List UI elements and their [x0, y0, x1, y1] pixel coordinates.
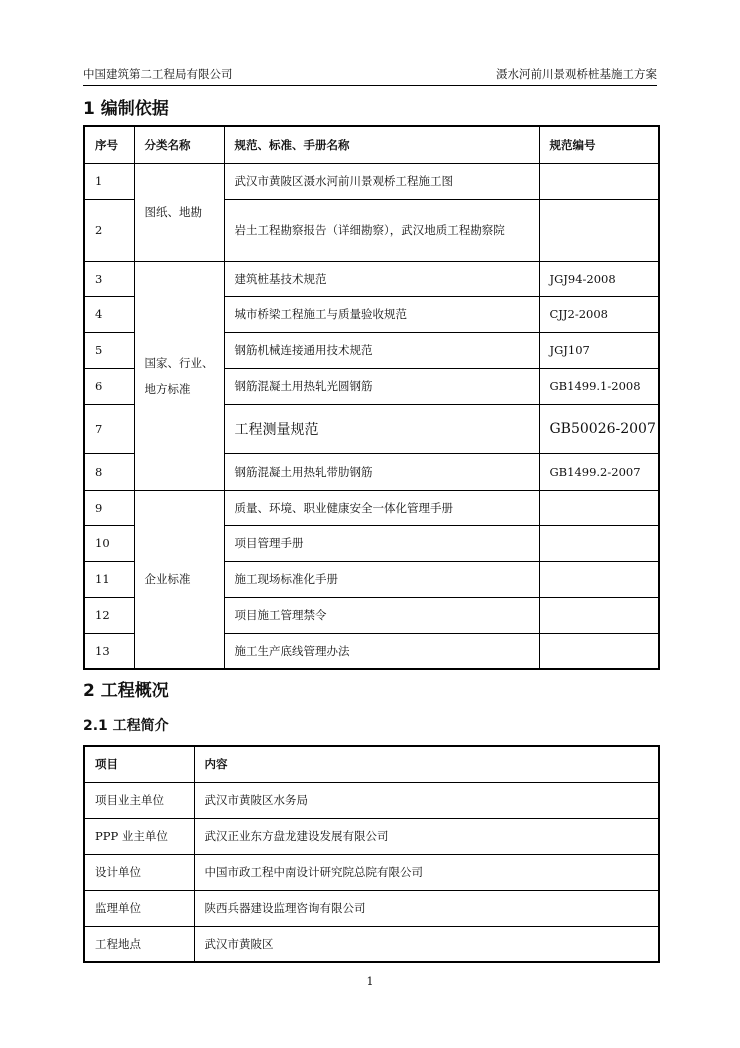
row-content: 武汉市黄陂区 — [194, 926, 659, 962]
header-divider — [83, 85, 657, 86]
row-name: 工程测量规范 — [224, 404, 539, 453]
row-item: 监理单位 — [84, 890, 194, 926]
row-name: 项目施工管理禁令 — [224, 597, 539, 633]
row-name: 钢筋混凝土用热轧带肋钢筋 — [224, 453, 539, 490]
row-code — [539, 163, 659, 199]
row-code — [539, 199, 659, 261]
row-item: 工程地点 — [84, 926, 194, 962]
row-code — [539, 490, 659, 525]
row-code — [539, 561, 659, 597]
group-cell-enterprise: 企业标准 — [134, 490, 224, 669]
row-no: 6 — [84, 368, 134, 404]
row-item: 设计单位 — [84, 854, 194, 890]
row-name: 施工生产底线管理办法 — [224, 633, 539, 669]
table-row — [84, 490, 659, 525]
row-item: PPP 业主单位 — [84, 818, 194, 854]
basis-table — [83, 125, 660, 670]
col-header-no: 序号 — [84, 126, 134, 163]
row-name: 施工现场标准化手册 — [224, 561, 539, 597]
row-no: 3 — [84, 261, 134, 296]
group-cell-drawings: 图纸、地勘 — [134, 163, 224, 261]
header-doc-title: 滠水河前川景观桥桩基施工方案 — [496, 67, 657, 81]
row-no: 1 — [84, 163, 134, 199]
table-row — [84, 261, 659, 296]
section2-title: 2 工程概况 — [83, 681, 169, 701]
row-name: 武汉市黄陂区滠水河前川景观桥工程施工图 — [224, 163, 539, 199]
row-content: 陕西兵器建设监理咨询有限公司 — [194, 890, 659, 926]
row-no: 9 — [84, 490, 134, 525]
col-header-item: 项目 — [84, 746, 194, 782]
row-code — [539, 633, 659, 669]
row-code: JGJ107 — [539, 332, 659, 368]
row-name: 建筑桩基技术规范 — [224, 261, 539, 296]
table-row — [84, 818, 659, 854]
table-row — [84, 890, 659, 926]
row-code: GB50026-2007 — [539, 404, 659, 453]
page-number: 1 — [366, 975, 374, 988]
section2-subtitle: 2.1 工程简介 — [83, 718, 169, 734]
group-cell-standards: 国家、行业、地方标准 — [134, 261, 224, 490]
section1-title: 1 编制依据 — [83, 99, 169, 119]
row-code: CJJ2-2008 — [539, 296, 659, 332]
row-name: 岩土工程勘察报告（详细勘察），武汉地质工程勘察院 — [224, 199, 539, 261]
row-no: 8 — [84, 453, 134, 490]
table-row — [84, 926, 659, 962]
col-header-category: 分类名称 — [134, 126, 224, 163]
col-header-code: 规范编号 — [539, 126, 659, 163]
row-code: GB1499.1-2008 — [539, 368, 659, 404]
col-header-name: 规范、标准、手册名称 — [224, 126, 539, 163]
table-row — [84, 163, 659, 199]
project-info-table — [83, 745, 660, 963]
row-code — [539, 597, 659, 633]
row-name: 钢筋机械连接通用技术规范 — [224, 332, 539, 368]
row-no: 10 — [84, 525, 134, 561]
row-name: 城市桥梁工程施工与质量验收规范 — [224, 296, 539, 332]
row-item: 项目业主单位 — [84, 782, 194, 818]
row-code: GB1499.2-2007 — [539, 453, 659, 490]
row-name: 项目管理手册 — [224, 525, 539, 561]
row-code — [539, 525, 659, 561]
header-company: 中国建筑第二工程局有限公司 — [83, 67, 233, 81]
row-no: 7 — [84, 404, 134, 453]
row-name: 钢筋混凝土用热轧光圆钢筋 — [224, 368, 539, 404]
row-name: 质量、环境、职业健康安全一体化管理手册 — [224, 490, 539, 525]
row-no: 12 — [84, 597, 134, 633]
row-content: 武汉市黄陂区水务局 — [194, 782, 659, 818]
table-row — [84, 782, 659, 818]
row-no: 5 — [84, 332, 134, 368]
row-no: 4 — [84, 296, 134, 332]
row-code: JGJ94-2008 — [539, 261, 659, 296]
table-header-row — [84, 746, 659, 782]
row-no: 11 — [84, 561, 134, 597]
row-content: 武汉正业东方盘龙建设发展有限公司 — [194, 818, 659, 854]
table-row — [84, 854, 659, 890]
row-content: 中国市政工程中南设计研究院总院有限公司 — [194, 854, 659, 890]
row-no: 2 — [84, 199, 134, 261]
col-header-content: 内容 — [194, 746, 659, 782]
row-no: 13 — [84, 633, 134, 669]
table-header-row — [84, 126, 659, 163]
